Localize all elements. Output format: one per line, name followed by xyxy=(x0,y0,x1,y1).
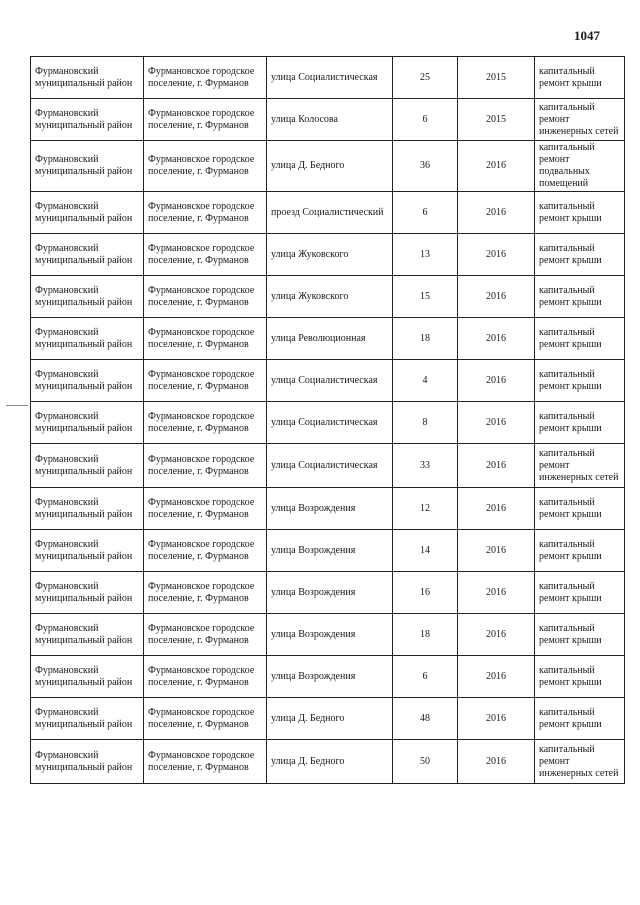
year-cell: 2016 xyxy=(458,234,535,276)
street-cell: проезд Социалистический xyxy=(267,192,393,234)
table-row xyxy=(31,99,625,141)
work-type-cell: капитальный ремонт крыши xyxy=(535,572,625,614)
street-cell: улица Возрождения xyxy=(267,572,393,614)
street-cell: улица Д. Бедного xyxy=(267,740,393,784)
year-cell: 2016 xyxy=(458,402,535,444)
street-cell: улица Возрождения xyxy=(267,488,393,530)
house-number-cell: 8 xyxy=(393,402,458,444)
year-cell: 2016 xyxy=(458,488,535,530)
district-cell: Фурмановский муниципальный район xyxy=(31,614,144,656)
district-cell: Фурмановский муниципальный район xyxy=(31,530,144,572)
year-cell: 2016 xyxy=(458,360,535,402)
year-cell: 2016 xyxy=(458,740,535,784)
district-cell: Фурмановский муниципальный район xyxy=(31,488,144,530)
settlement-cell: Фурмановское городское поселение, г. Фурманов xyxy=(144,698,267,740)
table-row xyxy=(31,276,625,318)
house-number-cell: 16 xyxy=(393,572,458,614)
settlement-cell: Фурмановское городское поселение, г. Фурманов xyxy=(144,99,267,141)
street-cell: улица Возрождения xyxy=(267,656,393,698)
street-cell: улица Колосова xyxy=(267,99,393,141)
table-row xyxy=(31,698,625,740)
settlement-cell: Фурмановское городское поселение, г. Фурманов xyxy=(144,57,267,99)
table-row xyxy=(31,530,625,572)
work-type-cell: капитальный ремонт крыши xyxy=(535,698,625,740)
work-type-cell: капитальный ремонт инженерных сетей xyxy=(535,740,625,784)
repair-schedule-table xyxy=(30,56,625,784)
street-cell: улица Д. Бедного xyxy=(267,698,393,740)
table-row xyxy=(31,234,625,276)
district-cell: Фурмановский муниципальный район xyxy=(31,141,144,192)
margin-mark xyxy=(6,405,28,406)
year-cell: 2016 xyxy=(458,614,535,656)
street-cell: улица Революционная xyxy=(267,318,393,360)
work-type-cell: капитальный ремонт крыши xyxy=(535,488,625,530)
house-number-cell: 48 xyxy=(393,698,458,740)
district-cell: Фурмановский муниципальный район xyxy=(31,234,144,276)
district-cell: Фурмановский муниципальный район xyxy=(31,99,144,141)
table-row xyxy=(31,192,625,234)
district-cell: Фурмановский муниципальный район xyxy=(31,360,144,402)
year-cell: 2016 xyxy=(458,572,535,614)
settlement-cell: Фурмановское городское поселение, г. Фурманов xyxy=(144,530,267,572)
year-cell: 2016 xyxy=(458,141,535,192)
street-cell: улица Д. Бедного xyxy=(267,141,393,192)
year-cell: 2015 xyxy=(458,57,535,99)
street-cell: улица Социалистическая xyxy=(267,57,393,99)
district-cell: Фурмановский муниципальный район xyxy=(31,402,144,444)
settlement-cell: Фурмановское городское поселение, г. Фурманов xyxy=(144,276,267,318)
table-row xyxy=(31,360,625,402)
house-number-cell: 14 xyxy=(393,530,458,572)
house-number-cell: 25 xyxy=(393,57,458,99)
house-number-cell: 18 xyxy=(393,614,458,656)
street-cell: улица Социалистическая xyxy=(267,360,393,402)
year-cell: 2016 xyxy=(458,192,535,234)
settlement-cell: Фурмановское городское поселение, г. Фурманов xyxy=(144,192,267,234)
house-number-cell: 4 xyxy=(393,360,458,402)
work-type-cell: капитальный ремонт крыши xyxy=(535,614,625,656)
table-row xyxy=(31,444,625,488)
table-row xyxy=(31,57,625,99)
year-cell: 2016 xyxy=(458,444,535,488)
table-row xyxy=(31,488,625,530)
year-cell: 2016 xyxy=(458,656,535,698)
settlement-cell: Фурмановское городское поселение, г. Фурманов xyxy=(144,141,267,192)
page-number: 1047 xyxy=(574,28,600,43)
work-type-cell: капитальный ремонт крыши xyxy=(535,234,625,276)
year-cell: 2016 xyxy=(458,698,535,740)
table-row xyxy=(31,656,625,698)
year-cell: 2016 xyxy=(458,530,535,572)
table-row xyxy=(31,141,625,192)
house-number-cell: 15 xyxy=(393,276,458,318)
work-type-cell: капитальный ремонт крыши xyxy=(535,276,625,318)
house-number-cell: 36 xyxy=(393,141,458,192)
work-type-cell: капитальный ремонт крыши xyxy=(535,57,625,99)
settlement-cell: Фурмановское городское поселение, г. Фурманов xyxy=(144,572,267,614)
work-type-cell: капитальный ремонт крыши xyxy=(535,360,625,402)
district-cell: Фурмановский муниципальный район xyxy=(31,698,144,740)
house-number-cell: 6 xyxy=(393,656,458,698)
street-cell: улица Возрождения xyxy=(267,530,393,572)
table-row xyxy=(31,318,625,360)
settlement-cell: Фурмановское городское поселение, г. Фурманов xyxy=(144,488,267,530)
district-cell: Фурмановский муниципальный район xyxy=(31,192,144,234)
settlement-cell: Фурмановское городское поселение, г. Фурманов xyxy=(144,318,267,360)
work-type-cell: капитальный ремонт крыши xyxy=(535,318,625,360)
street-cell: улица Жуковского xyxy=(267,234,393,276)
settlement-cell: Фурмановское городское поселение, г. Фурманов xyxy=(144,740,267,784)
house-number-cell: 6 xyxy=(393,192,458,234)
district-cell: Фурмановский муниципальный район xyxy=(31,318,144,360)
work-type-cell: капитальный ремонт крыши xyxy=(535,656,625,698)
street-cell: улица Социалистическая xyxy=(267,402,393,444)
house-number-cell: 6 xyxy=(393,99,458,141)
settlement-cell: Фурмановское городское поселение, г. Фурманов xyxy=(144,360,267,402)
year-cell: 2015 xyxy=(458,99,535,141)
work-type-cell: капитальный ремонт крыши xyxy=(535,530,625,572)
work-type-cell: капитальный ремонт инженерных сетей xyxy=(535,444,625,488)
work-type-cell: капитальный ремонт инженерных сетей xyxy=(535,99,625,141)
district-cell: Фурмановский муниципальный район xyxy=(31,572,144,614)
settlement-cell: Фурмановское городское поселение, г. Фурманов xyxy=(144,614,267,656)
settlement-cell: Фурмановское городское поселение, г. Фурманов xyxy=(144,656,267,698)
street-cell: улица Возрождения xyxy=(267,614,393,656)
table-row xyxy=(31,614,625,656)
district-cell: Фурмановский муниципальный район xyxy=(31,444,144,488)
district-cell: Фурмановский муниципальный район xyxy=(31,276,144,318)
house-number-cell: 33 xyxy=(393,444,458,488)
work-type-cell: капитальный ремонт крыши xyxy=(535,192,625,234)
house-number-cell: 12 xyxy=(393,488,458,530)
settlement-cell: Фурмановское городское поселение, г. Фурманов xyxy=(144,234,267,276)
settlement-cell: Фурмановское городское поселение, г. Фурманов xyxy=(144,402,267,444)
street-cell: улица Социалистическая xyxy=(267,444,393,488)
district-cell: Фурмановский муниципальный район xyxy=(31,57,144,99)
settlement-cell: Фурмановское городское поселение, г. Фурманов xyxy=(144,444,267,488)
district-cell: Фурмановский муниципальный район xyxy=(31,740,144,784)
table-row xyxy=(31,402,625,444)
table-row xyxy=(31,740,625,784)
house-number-cell: 18 xyxy=(393,318,458,360)
house-number-cell: 50 xyxy=(393,740,458,784)
street-cell: улица Жуковского xyxy=(267,276,393,318)
work-type-cell: капитальный ремонт подвальных помещений xyxy=(535,141,625,192)
work-type-cell: капитальный ремонт крыши xyxy=(535,402,625,444)
table-row xyxy=(31,572,625,614)
table-body xyxy=(31,57,625,784)
year-cell: 2016 xyxy=(458,318,535,360)
house-number-cell: 13 xyxy=(393,234,458,276)
district-cell: Фурмановский муниципальный район xyxy=(31,656,144,698)
year-cell: 2016 xyxy=(458,276,535,318)
